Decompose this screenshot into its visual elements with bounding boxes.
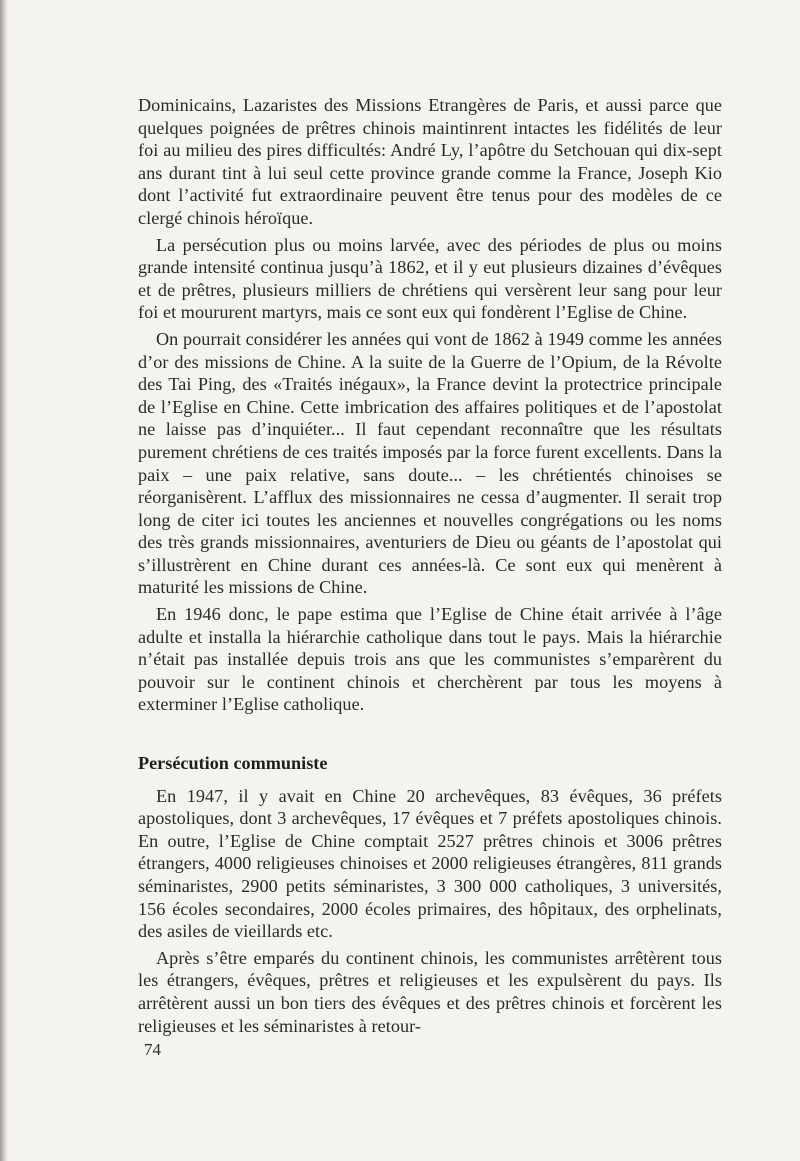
paragraph-expulsion: Après s’être emparés du continent chinois, les communistes arrêtèrent tous les étrangers, évêques, prêtres et religieuses et les expulsèrent du pays. Ils arrêtèrent aussi un bon tiers des évêques et des prêtres chinois et forcèrent les religieuses et les séminaristes à retour-: [138, 947, 722, 1036]
paragraph-persecution: La persécution plus ou moins larvée, avec des périodes de plus ou moins grande intensité continua jusqu’à 1862, et il y eut plusieurs dizaines d’évêques et de prêtres, plusieurs milliers de chrétiens qui versèrent leur sang pour leur foi et moururent martyrs, mais ce sont eux qui fondèrent l’Eglise de Chine.: [138, 234, 722, 323]
page-body: [138, 94, 722, 1041]
page-number: 74: [144, 1040, 161, 1059]
section-heading: Persécution communiste: [138, 753, 328, 774]
paragraph-golden-years: On pourrait considérer les années qui vont de 1862 à 1949 comme les années d’or des missions de Chine. A la suite de la Guerre de l’Opium, de la Révolte des Tai Ping, des «Traités inégaux», la France devint la protectrice principale de l’Eglise en Chine. Cette imbrication des affaires politiques et de l’apostolat ne laisse pas d’inquiéter... Il faut cependant reconnaître que les résultats purement chrétiens de ces traités imposés par la force furent excellents. Dans la paix – une paix relative, sans doute... – les chrétientés chinoises se réorganisèrent. L’afflux des missionnaires ne cessa d’augmenter. Il serait trop long de citer ici toutes les anciennes et nouvelles congrégations ou les noms des très grands missionnaires, aventuriers de Dieu ou géants de l’apostolat qui s’illustrèrent en Chine durant ces années-là. Ce sont eux qui menèrent à maturité les missions de Chine.: [138, 328, 722, 598]
paragraph-statistics: En 1947, il y avait en Chine 20 archevêques, 83 évêques, 36 préfets apostoliques, dont 3 archevêques, 17 évêques et 7 préfets apostoliques chinois. En outre, l’Eglise de Chine comptait 2527 prêtres chinois et 3006 prêtres étrangers, 4000 religieuses chinoises et 2000 religieuses étrangères, 811 grands séminaristes, 2900 petits séminaristes, 3 300 000 catholiques, 3 universités, 156 écoles secondaires, 2000 écoles primaires, des hôpitaux, des orphelinats, des asiles de vieillards etc.: [138, 785, 722, 942]
binding-shadow: [0, 0, 8, 1161]
paragraph-continuation: Dominicains, Lazaristes des Missions Etrangères de Paris, et aussi parce que quelques poignées de prêtres chinois maintinrent intactes les fidélités de leur foi au milieu des pires difficultés: André Ly, l’apôtre du Setchouan qui dix-sept ans durant tint à lui seul cette province grande comme la France, Joseph Kio dont l’activité fut extraordinaire peuvent être tenus pour des modèles de ce clergé chinois héroïque.: [138, 95, 722, 228]
paragraph-hierarchy: En 1946 donc, le pape estima que l’Eglise de Chine était arrivée à l’âge adulte et installa la hiérarchie catholique dans tout le pays. Mais la hiérarchie n’était pas installée depuis trois ans que les communistes s’emparèrent du pouvoir sur le continent chinois et cherchèrent par tous les moyens à exterminer l’Eglise catholique.: [138, 604, 722, 715]
